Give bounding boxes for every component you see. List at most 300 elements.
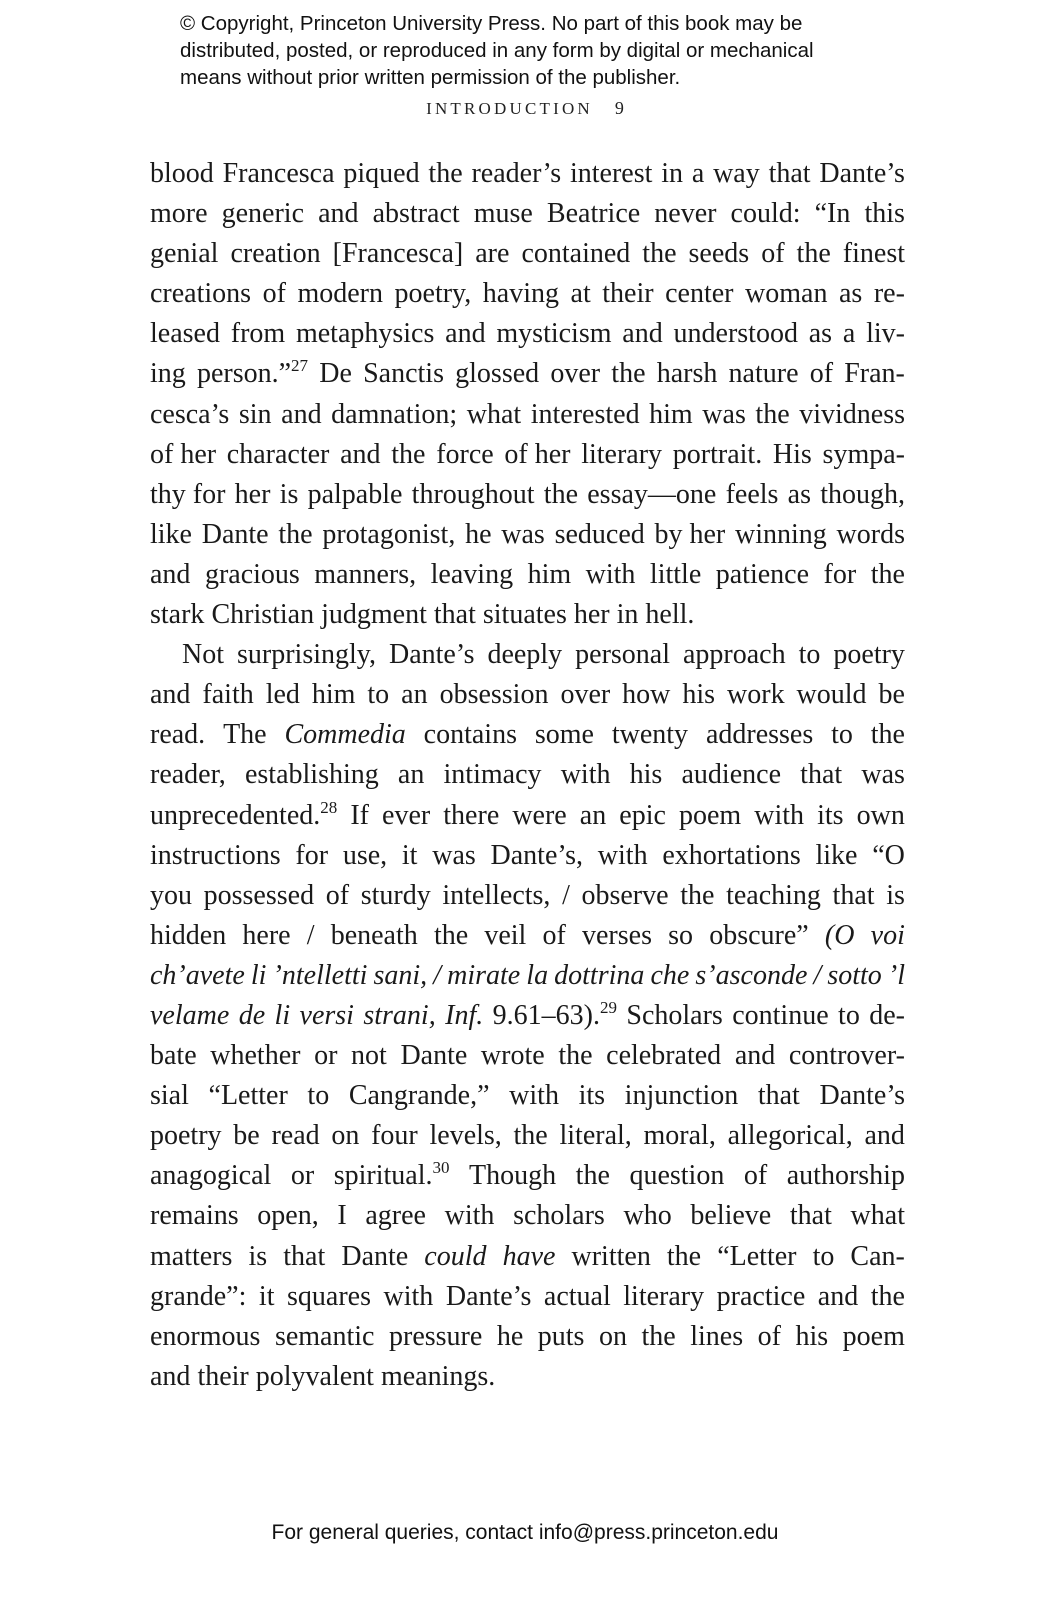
word: Commedia — [284, 719, 406, 751]
word: poetry — [150, 1120, 222, 1152]
word: the — [755, 398, 790, 430]
word: s’asconde — [695, 959, 808, 991]
word: him — [649, 398, 693, 430]
word: li — [250, 959, 267, 991]
word: that — [757, 1080, 800, 1112]
text-line — [150, 1156, 905, 1196]
word: modern — [297, 278, 383, 310]
text-line — [150, 956, 905, 996]
word: his — [629, 759, 663, 791]
word: agree — [365, 1200, 426, 1232]
word: and — [622, 318, 663, 350]
text-line — [150, 996, 905, 1036]
word: Christian — [211, 599, 315, 631]
word: Dante’s, — [490, 839, 584, 871]
text-line — [150, 154, 905, 194]
word: a — [691, 158, 705, 189]
text-line — [150, 314, 905, 354]
text-line — [150, 755, 905, 795]
word: ever — [382, 799, 431, 831]
word: led — [265, 679, 300, 711]
word: De — [319, 358, 352, 390]
word: mysticism — [496, 318, 612, 350]
word: re- — [873, 278, 905, 310]
word: genial — [150, 238, 219, 270]
word: read — [271, 1120, 320, 1152]
word: grande”: — [150, 1280, 247, 1312]
word: teaching — [726, 879, 821, 911]
word: her — [573, 599, 610, 631]
word: it — [401, 839, 418, 871]
word: / — [813, 959, 822, 991]
word: with — [509, 1080, 559, 1112]
word: generic — [221, 198, 304, 230]
word: puts — [537, 1320, 585, 1352]
word: woman — [745, 278, 828, 310]
word: he — [496, 1320, 524, 1352]
word: at — [570, 278, 591, 310]
word: contained — [521, 238, 631, 270]
word: blood — [150, 158, 214, 189]
word: Can- — [850, 1240, 905, 1272]
word: Dante’s — [445, 1280, 532, 1312]
word: the — [575, 1160, 610, 1192]
word: that — [768, 158, 811, 189]
word: cesca’s — [150, 398, 230, 430]
word: an — [579, 799, 607, 831]
word: nature — [728, 358, 799, 390]
word: the — [870, 719, 905, 751]
word: portrait. — [672, 438, 763, 470]
word: Fran- — [844, 358, 905, 390]
word: and — [150, 679, 191, 711]
word: of her — [150, 438, 217, 470]
word: and — [445, 318, 486, 350]
word: was — [861, 759, 905, 791]
word: never — [654, 198, 717, 230]
word: their — [197, 1360, 249, 1392]
word: de- — [869, 999, 905, 1031]
word: audience — [681, 759, 781, 791]
word: intellects, — [442, 879, 551, 911]
text-line — [150, 1116, 905, 1156]
word: I — [337, 1200, 347, 1232]
word: reader’s — [471, 158, 562, 189]
word: what — [466, 398, 522, 430]
word: squares — [287, 1280, 371, 1312]
word: The — [223, 719, 267, 751]
word: harsh — [656, 358, 718, 390]
word: sympa- — [822, 438, 905, 470]
word: and — [817, 1280, 859, 1312]
text-line — [150, 1317, 905, 1357]
word: practice — [716, 1280, 806, 1312]
word: an — [401, 679, 428, 711]
word: personal — [575, 639, 670, 671]
word: force — [436, 438, 494, 470]
text-line — [150, 274, 905, 314]
word: over — [550, 358, 601, 390]
word: moral, — [643, 1120, 716, 1152]
word: as — [839, 278, 863, 310]
word: finest — [842, 238, 905, 270]
word: semantic — [274, 1320, 375, 1352]
word: the — [611, 358, 646, 390]
word: literal, — [559, 1120, 632, 1152]
word: Dante’s — [388, 639, 475, 671]
word: palpable — [307, 478, 403, 510]
footnote-marker: 30 — [432, 1158, 450, 1178]
word: written — [571, 1240, 651, 1272]
word: matters — [150, 1240, 233, 1272]
copyright-notice — [180, 10, 1020, 91]
word: the — [513, 1120, 548, 1152]
word: Francesca — [222, 158, 335, 189]
word: literary — [623, 1280, 705, 1312]
word: observe — [581, 879, 669, 911]
word: of — [809, 358, 834, 390]
word: manners, — [314, 558, 417, 590]
copyright-line: © Copyright, Princeton University Press. No part of this book may be — [180, 12, 803, 35]
word: this — [864, 198, 905, 230]
word: with — [597, 839, 648, 871]
copyright-line: means without prior written permission of the publisher. — [180, 66, 681, 89]
word: versi — [299, 999, 354, 1031]
word: as — [787, 478, 811, 510]
word: abstract — [372, 198, 460, 230]
word: their — [602, 278, 654, 310]
word: leaving — [430, 558, 514, 590]
word: to — [812, 1240, 835, 1272]
running-head-title: INTRODUCTION — [426, 99, 593, 118]
word: His — [772, 438, 812, 470]
word: own — [856, 799, 905, 831]
word: (O — [824, 919, 855, 951]
word: its — [817, 799, 844, 831]
word: Cangrande,” — [348, 1080, 490, 1112]
text-line — [150, 1237, 905, 1277]
word: muse — [473, 198, 533, 230]
word: of — [743, 1160, 768, 1192]
word: having — [482, 278, 559, 310]
word: establishing — [244, 759, 379, 791]
word: contains — [423, 719, 517, 751]
word: of — [757, 1320, 781, 1352]
word: li — [274, 999, 291, 1031]
word: poem — [842, 1320, 905, 1352]
word: him — [527, 558, 572, 590]
word: piqued — [343, 158, 420, 189]
word: seeds — [688, 238, 750, 270]
word: like — [815, 839, 858, 871]
word: glossed — [455, 358, 540, 390]
text-line — [150, 836, 905, 876]
word: damnation; — [331, 398, 458, 430]
word: ’l — [887, 959, 905, 991]
word: character — [226, 438, 330, 470]
word: actual — [543, 1280, 611, 1312]
word: that — [832, 879, 875, 911]
text-line — [150, 595, 905, 635]
word: with — [585, 558, 636, 590]
word: of — [542, 919, 566, 951]
word: it — [258, 1280, 275, 1312]
word: beneath — [330, 919, 418, 951]
word: is — [248, 1240, 268, 1272]
text-line — [150, 515, 905, 555]
word: him — [311, 679, 356, 711]
word: sani, — [373, 959, 428, 991]
word: patience — [715, 558, 810, 590]
word: sin — [238, 398, 272, 430]
word: that — [433, 599, 476, 631]
text-line — [150, 796, 905, 836]
word: words — [836, 518, 905, 550]
word: on — [331, 1120, 360, 1152]
word: question — [629, 1160, 725, 1192]
footer-contact: For general queries, contact info@press.princeton.edu — [271, 1521, 779, 1544]
word: situates — [482, 599, 567, 631]
word: could: — [730, 198, 801, 230]
word: in — [616, 599, 639, 631]
word: injunction — [624, 1080, 739, 1112]
text-line — [150, 876, 905, 916]
word: creation — [230, 238, 321, 270]
word: an — [397, 759, 425, 791]
word: Dante’s — [819, 1080, 905, 1112]
word: four — [371, 1120, 418, 1152]
word: though, — [820, 478, 905, 510]
word: like — [150, 518, 192, 550]
text-line — [150, 715, 905, 755]
text-line — [150, 475, 905, 515]
word: Dante — [201, 518, 269, 550]
word: for — [823, 558, 857, 590]
word: over — [560, 679, 611, 711]
word: that — [283, 1240, 326, 1272]
word: interested — [530, 398, 640, 430]
word: polyvalent — [255, 1360, 374, 1392]
word: leased — [150, 318, 220, 350]
text-line — [150, 1277, 905, 1317]
word: gracious — [204, 558, 300, 590]
word: to — [798, 639, 821, 671]
word: and — [150, 558, 191, 590]
footnote-marker: 28 — [320, 797, 338, 817]
word: so — [668, 919, 694, 951]
word: are — [475, 238, 510, 270]
word: [Francesca] — [332, 238, 464, 270]
word: Dante’s — [819, 158, 905, 189]
word: use, — [342, 839, 388, 871]
word: as — [808, 318, 833, 350]
word: pressure — [389, 1320, 483, 1352]
word: sial — [150, 1080, 189, 1112]
word: was — [432, 839, 476, 871]
word: che — [650, 959, 690, 991]
word: who — [623, 1200, 672, 1232]
word: of her — [504, 438, 571, 470]
word: allegorical, — [727, 1120, 853, 1152]
word: remains — [150, 1200, 239, 1232]
word: spiritual.$^{30}$ — [333, 1158, 450, 1192]
word: there — [443, 799, 500, 831]
word: was — [501, 518, 545, 550]
word: / — [562, 879, 570, 911]
word: that — [800, 759, 843, 791]
word: from — [230, 318, 286, 350]
word: is — [886, 879, 905, 911]
word: ch’avete — [150, 959, 245, 991]
word: la — [526, 959, 549, 991]
word: seduced — [554, 518, 645, 550]
word: with — [560, 759, 611, 791]
word: “In — [814, 198, 851, 230]
word: controver- — [788, 1040, 905, 1072]
text-line — [150, 635, 905, 675]
word: to — [367, 679, 390, 711]
text-line — [150, 1357, 905, 1397]
word: poetry, — [394, 278, 472, 310]
word: Not — [182, 639, 224, 671]
word: veil — [484, 919, 527, 951]
word: was — [702, 398, 746, 430]
word: literary — [581, 438, 663, 470]
word: the — [870, 1280, 905, 1312]
word: and — [281, 398, 322, 430]
text-line — [150, 194, 905, 234]
word: a — [842, 318, 856, 350]
word: levels, — [429, 1120, 502, 1152]
word: Sanctis — [363, 358, 444, 390]
text-line — [150, 354, 905, 394]
page-number: 9 — [614, 98, 624, 118]
word: unprecedented.$^{28}$ — [150, 797, 338, 831]
word: / — [306, 919, 315, 951]
word: or — [290, 1160, 315, 1192]
word: surprisingly, — [237, 639, 376, 671]
word: de — [238, 999, 266, 1031]
word: be — [233, 1120, 260, 1152]
word: way — [713, 158, 760, 189]
word: of — [262, 278, 286, 310]
word: is — [279, 478, 299, 510]
word: essay—one — [587, 478, 717, 510]
word: the — [428, 158, 463, 189]
word: enormous — [150, 1320, 261, 1352]
word: that — [789, 1200, 832, 1232]
word: Inf. — [445, 999, 484, 1031]
word: reader, — [150, 759, 226, 791]
word: the — [433, 919, 469, 951]
word: to — [838, 999, 860, 1031]
word: the — [641, 1320, 676, 1352]
word: person.”$^{27}$ — [196, 356, 309, 390]
word: protagonist, — [322, 518, 456, 550]
word: instructions — [150, 839, 281, 871]
word: Though — [469, 1160, 557, 1192]
word: Beatrice — [546, 198, 641, 230]
word: sotto — [827, 959, 882, 991]
word: addresses — [705, 719, 814, 751]
word: anagogical — [150, 1160, 272, 1192]
footnote-marker: 29 — [599, 997, 617, 1017]
word: stark — [150, 599, 205, 631]
word: he — [465, 518, 492, 550]
word: the — [666, 1240, 702, 1272]
word: the — [680, 879, 715, 911]
word: on — [598, 1320, 627, 1352]
word: If — [350, 799, 369, 831]
word: what — [850, 1200, 905, 1232]
word: in — [661, 158, 683, 189]
running-head — [0, 98, 1050, 119]
word: Dante — [341, 1240, 409, 1272]
word: voi — [870, 919, 905, 951]
word: the — [278, 518, 313, 550]
word: wrote — [480, 1040, 545, 1072]
word: feels — [725, 478, 779, 510]
word: the — [543, 478, 579, 510]
word: and — [734, 1040, 776, 1072]
word: how — [622, 679, 671, 711]
word: hidden — [150, 919, 227, 951]
word: understood — [673, 318, 798, 350]
footnote-marker: 27 — [291, 356, 309, 376]
word: the — [796, 238, 831, 270]
word: creations — [150, 278, 252, 310]
word: lines — [690, 1320, 744, 1352]
text-line — [150, 1196, 905, 1236]
word: authorship — [786, 1160, 905, 1192]
word: interest — [569, 158, 653, 189]
word: judgment — [321, 599, 427, 631]
word: mirate — [447, 959, 521, 991]
word: the — [642, 238, 677, 270]
word: open, — [257, 1200, 319, 1232]
word: its — [578, 1080, 606, 1112]
word: dottrina — [554, 959, 645, 991]
word: by her — [654, 518, 726, 550]
word: obsession — [439, 679, 549, 711]
word: not — [351, 1040, 387, 1072]
word: meanings. — [380, 1360, 496, 1392]
word: for — [295, 839, 329, 871]
word: continue — [732, 999, 829, 1031]
text-line — [150, 1076, 905, 1116]
word: deeply — [487, 639, 563, 671]
word: metaphysics — [295, 318, 435, 350]
word: “O — [872, 839, 905, 871]
text-line — [150, 435, 905, 475]
word: whether — [210, 1040, 301, 1072]
text-line — [150, 916, 905, 956]
copyright-line: distributed, posted, or reproduced in any form by digital or mechanical — [180, 39, 814, 62]
text-line — [150, 555, 905, 595]
word: the — [558, 1040, 593, 1072]
word: the — [391, 438, 426, 470]
word: obscure” — [709, 919, 809, 951]
word: his — [795, 1320, 829, 1352]
word: intimacy — [443, 759, 542, 791]
word: center — [665, 278, 734, 310]
word: work — [727, 679, 785, 711]
word: Dante — [400, 1040, 468, 1072]
word: 9.61–63).$^{29}$ — [492, 997, 617, 1031]
text-line — [150, 395, 905, 435]
word: you — [150, 879, 192, 911]
word: would — [796, 679, 867, 711]
